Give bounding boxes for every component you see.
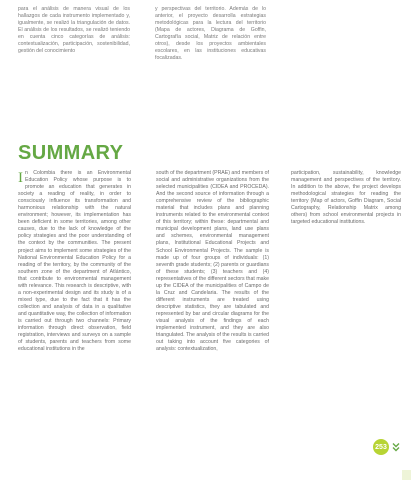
summary-column-1-text: n Colombia there is an Environmental Education Policy whose purpose is to promote an education that generates in society a reading of reality, in order to consciously influence its transformation and harmonious relationship with the natural environment; however, its implementation has been deficient in some territories, among other causes, due to the lack of knowledge of the policy strategies and the poor understanding of the context by the communities. The present project aims to implement some strategies of the National Environmental Education Policy for a reading of the territory, by the community of the southern zone of the department of Atlántico, that contribute to environmental management with relevance. This research is descriptive, with a non-experimental design and its study is of a mixed type, due to the fact that it has the collection and analysis of data in a qualitative and quantitative way, the collection of information is carried out through two channels: Primary information through direct observation, field registration, interviews and surveys on a sample of students, parents and teachers from some educational institutions in the bbox=[18, 170, 131, 353]
top-middle-column: y perspectivas del territorio. Además de lo anterior, el proyecto desarrolla estrategias metodológicas para la lectura del territorio (Mapa de actores, Diagrama de Goffin, Cartografía social, Matriz de relación entre otros), desde los proyectos ambientales escolares, en las instituciones educativas focalizadas. bbox=[155, 6, 266, 62]
summary-column-3: participation, sustainability, knowledge management and perspectives of the territory. In addition to the above, the project develops methodological strategies for reading the territory (Map of actors, Goffin Diagram, Social Cartography, Relationship Matrix among others) from school environmental projects in targeted educational institutions. bbox=[291, 170, 401, 226]
drop-cap-letter: I bbox=[18, 170, 23, 186]
page-edge-accent bbox=[402, 470, 411, 480]
top-left-column: para el análisis de manera visual de los hallazgos de cada instrumento implementado y, igualmente, se realizó la triangulación de datos. El análisis de los resultados, se realizó teniendo en cuenta cinco categorías de análisis: contextualización, participación, sostenibilidad, gestión del conocimiento bbox=[18, 6, 130, 55]
summary-column-1 bbox=[18, 170, 131, 353]
summary-column-2: south of the department (PRAE) and members of social and administrative organizations from the selected municipalities (CIDEA and PROCEDA). And the second source of information through a comprehensive review of the bibliographic material that includes plans and planning instruments related to the environmental context of this territory; within these: departmental and municipal development plans, land use plans and schemes, environmental management plans, Institutional Educational Projects and School Environmental Projects. The sample is made up of four groups of individuals: (1) seventh grade students; (2) parents or guardians of these students; (3) teachers and (4) representatives of the different sectors that make up the CIDEA of the municipalities of Campo de la Cruz and Candelaria. The results of the different instruments are treated using descriptive statistics, they are tabulated and represented by bar and circular diagrams for the visual analysis of the findings of each implemented instrument, and they are also triangulated. The analysis of the results is carried out taking into account five categories of analysis: contextualization, bbox=[156, 170, 269, 353]
summary-heading: SUMMARY bbox=[18, 142, 124, 164]
double-chevron-down-icon bbox=[391, 442, 401, 452]
page-number-badge: 253 bbox=[373, 439, 389, 455]
